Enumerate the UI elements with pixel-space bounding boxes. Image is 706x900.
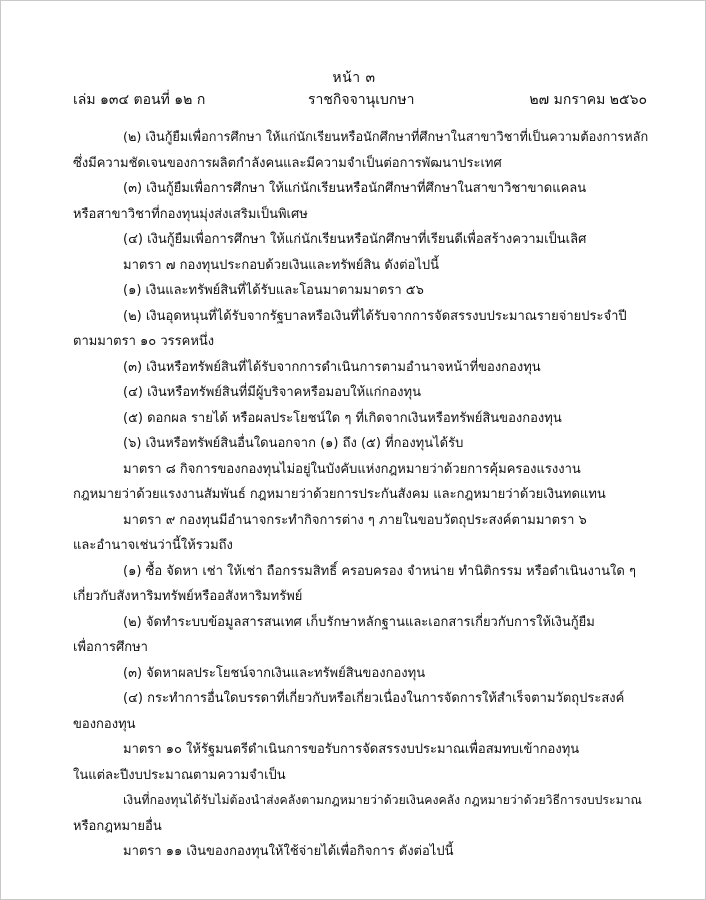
text-line: ในแต่ละปีงบประมาณตามความจำเป็น: [73, 767, 286, 783]
text-line: เพื่อการศึกษา: [73, 640, 148, 655]
text-line: (๖) เงินหรือทรัพย์สินอื่นใดนอกจาก (๑) ถึง (๕) ที่กองทุนได้รับ: [123, 436, 464, 451]
document-body: [73, 125, 649, 865]
text-line: ซึ่งมีความชัดเจนของการผลิตกำลังคนและมีความจำเป็นต่อการพัฒนาประเทศ: [73, 155, 502, 171]
text-line: (๒) เงินกู้ยืมเพื่อการศึกษา ให้แก่นักเรียนหรือนักศึกษาที่ศึกษาในสาขาวิชาที่เป็นความต้องการหลัก: [123, 130, 649, 145]
text-line: เกี่ยวกับสังหาริมทรัพย์หรืออสังหาริมทรัพย์: [73, 589, 303, 604]
text-line: (๓) เงินหรือทรัพย์สินที่ได้รับจากการดำเนินการตามอำนาจหน้าที่ของกองทุน: [123, 359, 541, 375]
publication-name: ราชกิจจานุเบกษา: [308, 92, 415, 108]
text-line: (๔) เงินกู้ยืมเพื่อการศึกษา ให้แก่นักเรียนหรือนักศึกษาที่เรียนดีเพื่อสร้างความเป็นเลิศ: [123, 232, 587, 247]
text-line: (๓) จัดหาผลประโยชน์จากเงินและทรัพย์สินของกองทุน: [123, 665, 426, 681]
text-line: (๓) เงินกู้ยืมเพื่อการศึกษา ให้แก่นักเรียนหรือนักศึกษาที่ศึกษาในสาขาวิชาขาดแคลน: [123, 181, 587, 196]
text-line: ตามมาตรา ๑๐ วรรคหนึ่ง: [73, 334, 215, 349]
text-line: ของกองทุน: [73, 716, 136, 732]
text-line: (๑) เงินและทรัพย์สินที่ได้รับและโอนมาตามมาตรา ๕๖: [123, 283, 424, 298]
volume-issue: เล่ม ๑๓๔ ตอนที่ ๑๒ ก: [73, 92, 206, 108]
text-line: มาตรา ๘ กิจการของกองทุนไม่อยู่ในบังคับแห่งกฎหมายว่าด้วยการคุ้มครองแรงงาน: [123, 461, 581, 477]
text-line: มาตรา ๑๑ เงินของกองทุนให้ใช้จ่ายได้เพื่อกิจการ ดังต่อไปนี้: [123, 844, 454, 859]
publication-date: ๒๗ มกราคม ๒๕๖๐: [529, 92, 647, 108]
text-line: และอำนาจเช่นว่านี้ให้รวมถึง: [73, 538, 233, 553]
text-line: เงินที่กองทุนได้รับไม่ต้องนำส่งคลังตามกฎหมายว่าด้วยเงินคงคลัง กฎหมายว่าด้วยวิธีการงบประมาณ: [123, 793, 642, 807]
text-line: (๑) ซื้อ จัดหา เช่า ให้เช่า ถือกรรมสิทธิ์ ครอบครอง จำหน่าย ทำนิติกรรม หรือดำเนินงานใด ๆ: [123, 563, 636, 579]
text-line: มาตรา ๙ กองทุนมีอำนาจกระทำกิจการต่าง ๆ ภายในขอบวัตถุประสงค์ตามมาตรา ๖: [123, 512, 587, 528]
text-line: (๒) จัดทำระบบข้อมูลสารสนเทศ เก็บรักษาหลักฐานและเอกสารเกี่ยวกับการให้เงินกู้ยืม: [123, 614, 595, 630]
text-line: กฎหมายว่าด้วยแรงงานสัมพันธ์ กฎหมายว่าด้วยการประกันสังคม และกฎหมายว่าด้วยเงินทดแทน: [73, 487, 606, 502]
text-line: (๒) เงินอุดหนุนที่ได้รับจากรัฐบาลหรือเงินที่ได้รับจากการจัดสรรงบประมาณรายจ่ายประจำปี: [123, 308, 627, 324]
text-line: (๔) กระทำการอื่นใดบรรดาที่เกี่ยวกับหรือเกี่ยวเนื่องในการจัดการให้สำเร็จตามวัตถุประสงค์: [123, 691, 625, 706]
text-line: หรือสาขาวิชาที่กองทุนมุ่งส่งเสริมเป็นพิเศษ: [73, 206, 308, 222]
text-line: (๔) เงินหรือทรัพย์สินที่มีผู้บริจาคหรือมอบให้แก่กองทุน: [123, 385, 421, 400]
text-line: มาตรา ๗ กองทุนประกอบด้วยเงินและทรัพย์สิน ดังต่อไปนี้: [123, 257, 440, 273]
text-line: มาตรา ๑๐ ให้รัฐมนตรีดำเนินการขอรับการจัดสรรงบประมาณเพื่อสมทบเข้ากองทุน: [123, 742, 580, 757]
text-line: (๕) ดอกผล รายได้ หรือผลประโยชน์ใด ๆ ที่เกิดจากเงินหรือทรัพย์สินของกองทุน: [123, 410, 562, 426]
gazette-header: [73, 89, 647, 111]
page-number: หน้า ๓: [332, 70, 376, 86]
text-line: หรือกฎหมายอื่น: [73, 818, 162, 834]
